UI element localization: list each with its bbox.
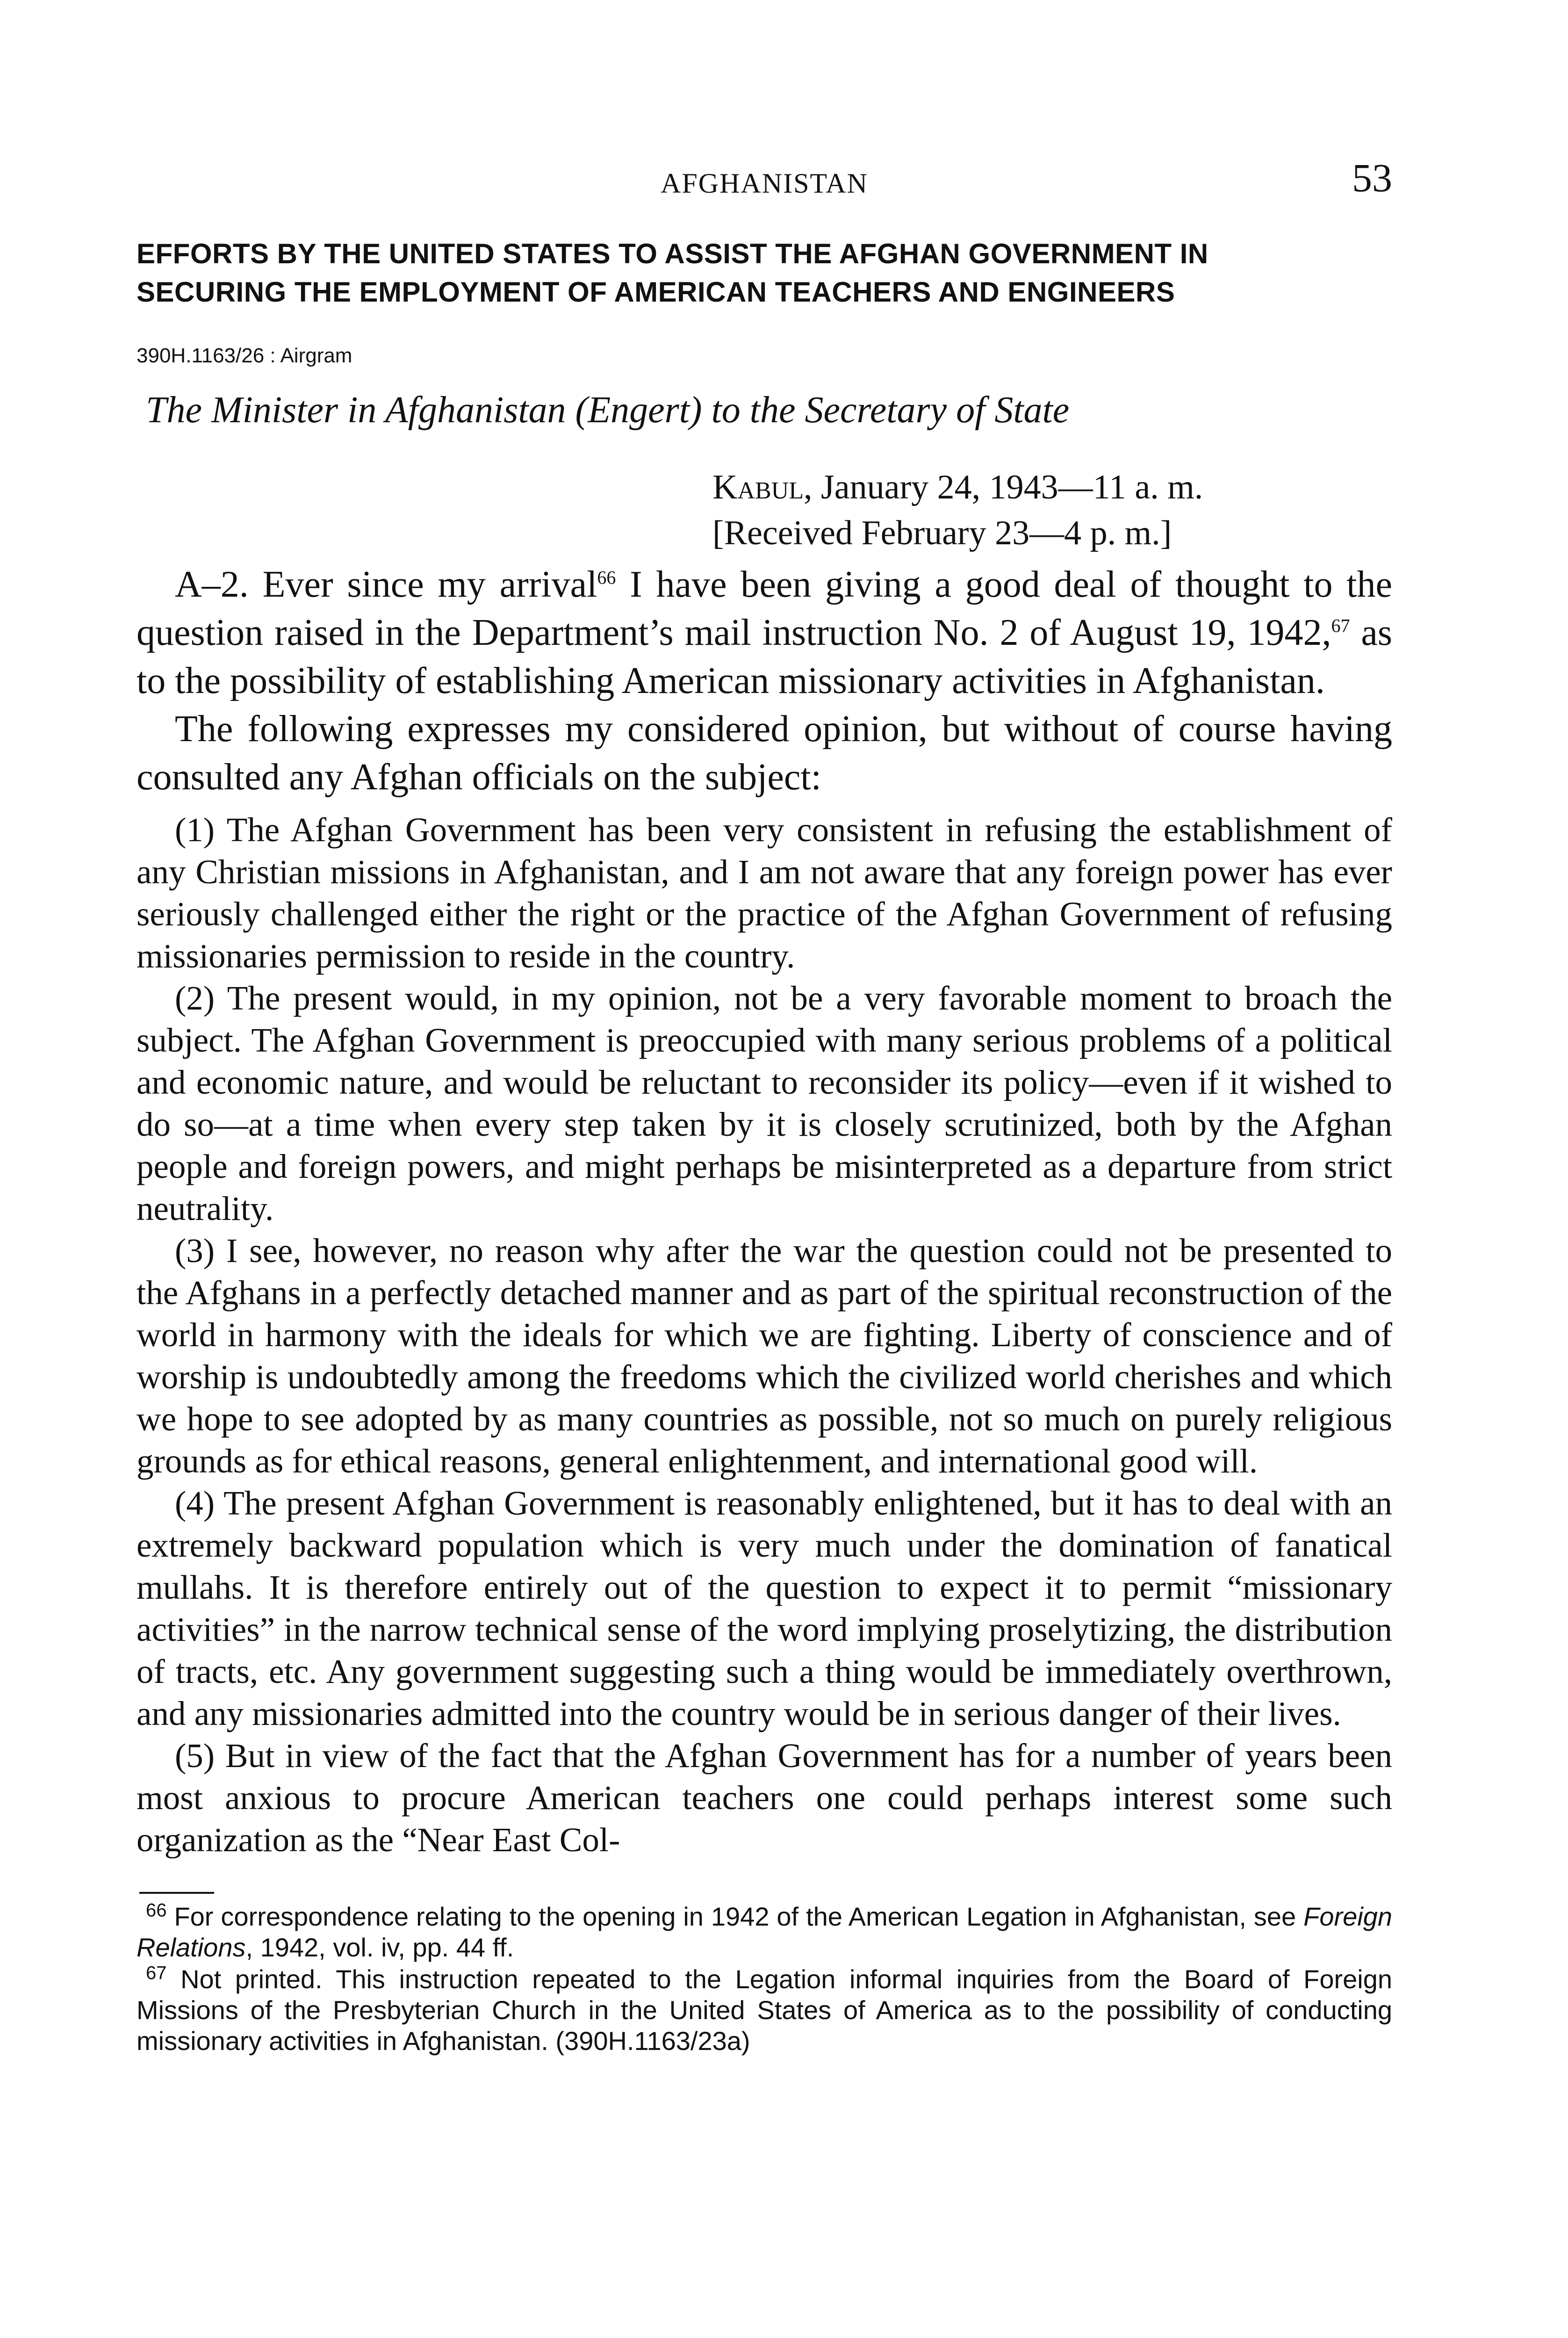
paragraph-opening-end: as to the possibility of establishing American missionary activities in Afghanistan. bbox=[137, 612, 1393, 701]
footnote-66 bbox=[137, 1901, 1392, 1963]
point-1: (1) The Afghan Government has been very consistent in refusing the establishment of any Christian missions in Afghanistan, and I am not aware that any foreign power has ever seriously challenged either the right or the practice of the Afghan Government of refusing missionaries permission to reside in the country. bbox=[137, 811, 1392, 975]
paragraph-opinion: The following expresses my considered opinion, but without of course having consulted any Afghan officials on the subject: bbox=[137, 708, 1392, 798]
document-page bbox=[137, 154, 1392, 2057]
place-date bbox=[712, 464, 1392, 510]
dateline bbox=[137, 464, 1392, 556]
footnote-ref-66: 66 bbox=[597, 567, 616, 588]
point-2: (2) The present would, in my opinion, not be a very favorable moment to broach the subject. The Afghan Government is preoccupied with many serious problems of a political and economic nature, and would be reluctant to reconsider its policy—even if it wished to do so—at a time when every step taken by it is closely scrutinized, both by the Afghan people and foreign powers, and might perhaps be misinterpreted as a departure from strict neutrality. bbox=[137, 979, 1392, 1227]
addressee-line: The Minister in Afghanistan (Engert) to the Secretary of State bbox=[146, 390, 1070, 431]
footnote-67-text: Not printed. This instruction repeated to the Legation informal inquiries from the Board of Foreign Missions of the Presbyterian Church in the United States of America as to the possibility of conducting missionary activities in Afghanistan. (390H.1163/23a) bbox=[137, 1964, 1392, 2056]
footnote-67 bbox=[137, 1964, 1392, 2057]
footnote-66-text: For correspondence relating to the opening in 1942 of the American Legation in Afghanistan, see bbox=[166, 1902, 1304, 1931]
footnote-67-number: 67 bbox=[146, 1963, 167, 1984]
section-heading: EFFORTS BY THE UNITED STATES TO ASSIST THE AFGHAN GOVERNMENT IN SECURING THE EMPLOYMENT OF AMERICAN TEACHERS AND ENGINEERS bbox=[137, 238, 1208, 308]
file-reference: 390H.1163/26 : Airgram bbox=[137, 344, 352, 367]
running-title: AFGHANISTAN bbox=[661, 168, 868, 199]
footnotes bbox=[137, 1901, 1392, 2057]
page-number: 53 bbox=[1352, 155, 1392, 200]
running-header bbox=[137, 154, 1392, 206]
footnote-66-text-end: , 1942, vol. iv, pp. 44 ff. bbox=[245, 1933, 514, 1962]
footnote-ref-67: 67 bbox=[1331, 615, 1350, 636]
date-time: , January 24, 1943—11 a. m. bbox=[804, 468, 1203, 506]
footnote-divider bbox=[139, 1892, 214, 1894]
paragraph-opening bbox=[137, 561, 1392, 705]
footnote-66-title: Foreign Relations bbox=[137, 1902, 1392, 1962]
place-name: Kabul bbox=[712, 468, 804, 506]
point-3: (3) I see, however, no reason why after the war the question could not be presented to the Afghans in a perfectly detached manner and as part of the spiritual reconstruction of the world in harmony with the ideals for which we are fighting. Liberty of conscience and of worship is undoubtedly among the freedoms which the civilized world cherishes and which we hope to see adopted by as many countries as possible, not so much on purely religious grounds as for ethical reasons, general enlightenment, and international good will. bbox=[137, 1232, 1392, 1480]
paragraph-opening-mid: I have been giving a good deal of thought to the question raised in the Department’s mail instruction No. 2 of August 19, 1942, bbox=[137, 564, 1393, 653]
received-note: [Received February 23—4 p. m.] bbox=[712, 514, 1172, 552]
footnote-66-number: 66 bbox=[146, 1900, 167, 1921]
point-4: (4) The present Afghan Government is reasonably enlightened, but it has to deal with an extremely backward population which is very much under the domination of fanatical mullahs. It is therefore entirely out of the question to expect it to permit “missionary activities” in the narrow technical sense of the word implying proselytizing, the distribution of tracts, etc. Any government suggesting such a thing would be immediately overthrown, and any missionaries admitted into the country would be in serious danger of their lives. bbox=[137, 1484, 1392, 1732]
paragraph-opening-start: A–2. Ever since my arrival bbox=[175, 564, 597, 605]
point-5: (5) But in view of the fact that the Afghan Government has for a number of years been most anxious to procure American teachers one could perhaps interest some such organization as the “Near East Col- bbox=[137, 1737, 1392, 1859]
letter-body bbox=[137, 561, 1392, 1861]
